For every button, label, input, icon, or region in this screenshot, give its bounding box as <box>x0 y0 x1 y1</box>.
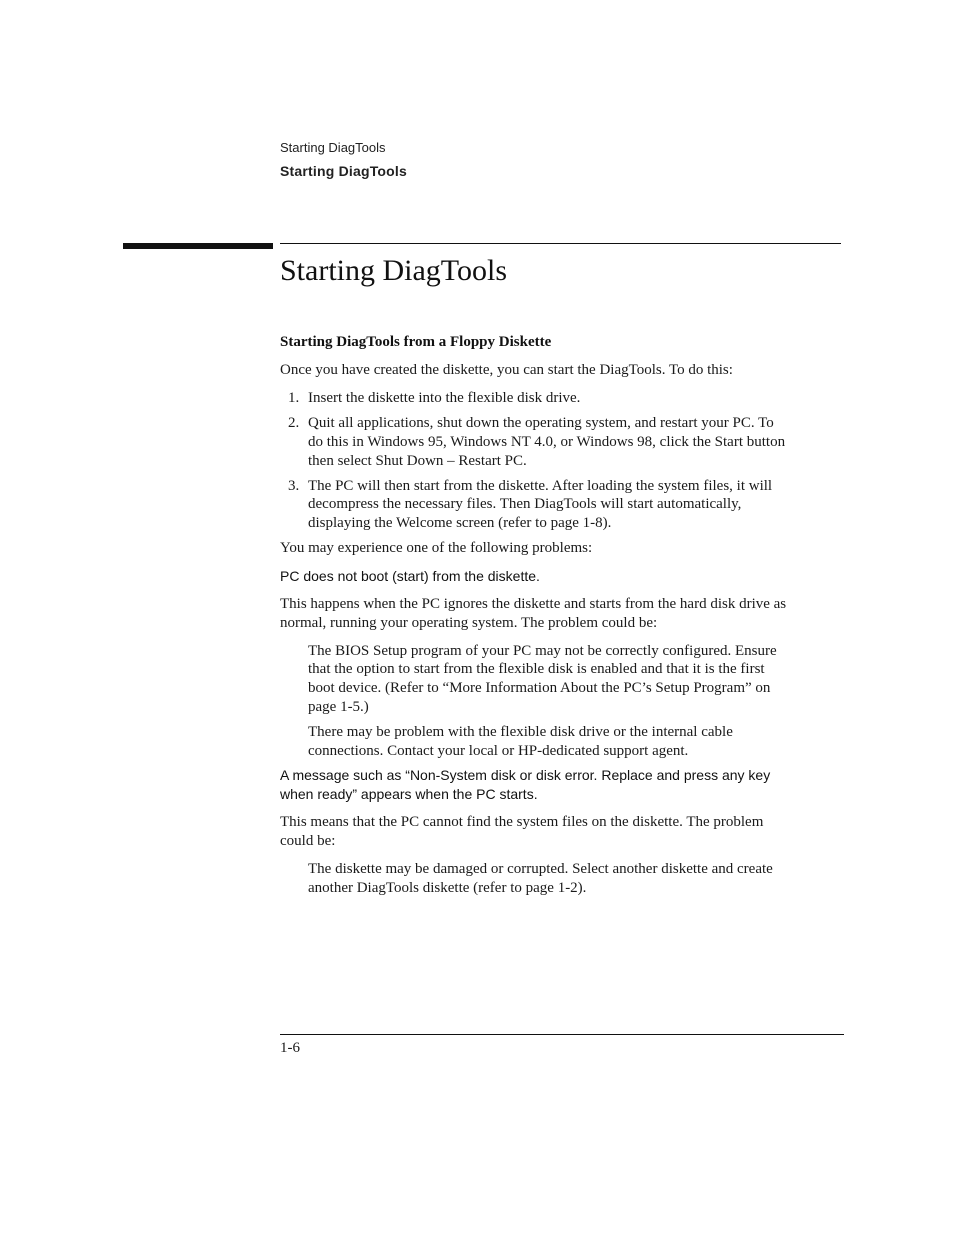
problem-heading: when ready” appears when the PC starts. <box>280 786 538 802</box>
step-text-line: do this in Windows 95, Windows NT 4.0, or Windows 98, click the Start button <box>308 434 786 450</box>
step-text-line: decompress the necessary files. Then DiagTools will start automatically, <box>308 496 742 512</box>
step-text-line: then select Shut Down – Restart PC. <box>308 453 527 469</box>
cause-line: another DiagTools diskette (refer to page 1-2). <box>308 880 587 896</box>
problem-explanation-line: This happens when the PC ignores the diskette and starts from the hard disk drive as <box>280 596 787 612</box>
title-rule-thin <box>280 243 841 244</box>
cause-line: connections. Contact your local or HP-dedicated support agent. <box>308 743 689 759</box>
cause-line: page 1-5.) <box>308 699 369 715</box>
step-text-line: Insert the diskette into the flexible disk drive. <box>308 390 581 406</box>
step-number: 1. <box>288 390 300 406</box>
running-header-section: Starting DiagTools <box>280 163 408 179</box>
problems-intro: You may experience one of the following problems: <box>280 540 593 556</box>
problem-heading: A message such as “Non-System disk or disk error. Replace and press any key <box>280 767 771 783</box>
page-number: 1-6 <box>280 1040 300 1056</box>
step-text-line: Quit all applications, shut down the operating system, and restart your PC. To <box>308 415 774 431</box>
problem-explanation-line: normal, running your operating system. The problem could be: <box>280 615 658 631</box>
chapter-title: Starting DiagTools <box>280 254 508 287</box>
cause-line: There may be problem with the flexible disk drive or the internal cable <box>308 724 733 740</box>
step-text-line: The PC will then start from the diskette. After loading the system files, it will <box>308 478 773 494</box>
problem-explanation-line: This means that the PC cannot find the system files on the diskette. The problem <box>280 814 764 830</box>
title-rule-thick <box>123 243 273 249</box>
cause-line: The BIOS Setup program of your PC may not be correctly configured. Ensure <box>308 643 777 659</box>
footer-rule <box>280 1034 844 1035</box>
problem-explanation-line: could be: <box>280 833 336 849</box>
intro-paragraph: Once you have created the diskette, you can start the DiagTools. To do this: <box>280 362 733 378</box>
problem-heading: PC does not boot (start) from the diskette. <box>280 568 540 584</box>
cause-line: boot device. (Refer to “More Information About the PC’s Setup Program” on <box>308 680 771 696</box>
step-number: 2. <box>288 415 300 431</box>
section-title: Starting DiagTools from a Floppy Diskette <box>280 334 552 350</box>
step-number: 3. <box>288 478 300 494</box>
cause-line: that the option to start from the flexible disk is enabled and that it is the first <box>308 661 765 677</box>
running-header-chapter: Starting DiagTools <box>280 140 386 155</box>
cause-line: The diskette may be damaged or corrupted. Select another diskette and create <box>308 861 773 877</box>
step-text-line: displaying the Welcome screen (refer to page 1-8). <box>308 515 612 531</box>
